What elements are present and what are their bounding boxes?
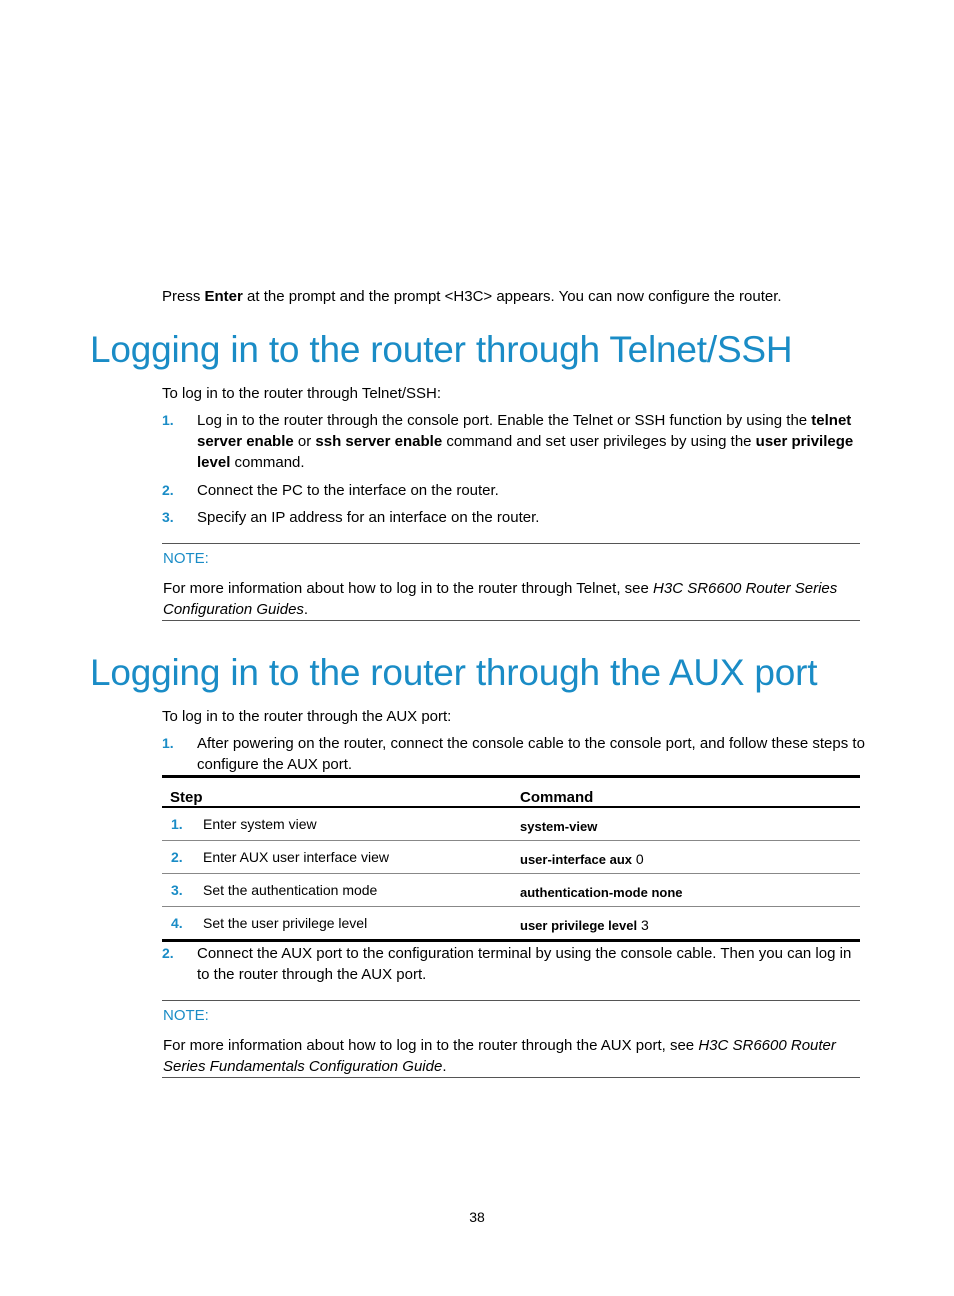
table-row: 4. Set the user privilege level user privilege level 3	[162, 907, 860, 941]
table-row: 2. Enter AUX user interface view user-interface aux 0	[162, 841, 860, 874]
note-top-rule	[162, 1000, 860, 1001]
table-header-row	[162, 777, 860, 808]
note-label: NOTE:	[163, 550, 209, 567]
section-title-telnet-ssh: Logging in to the router through Telnet/SSH	[90, 329, 793, 370]
section1-step-1: 1. Log in to the router through the console port. Enable the Telnet or SSH function by using the telnet server enable or ssh server enable command and set user privileges by using the user privilege level command.	[162, 410, 867, 473]
table-row: 1. Enter system view system-view	[171, 816, 598, 834]
section1-lead: To log in to the router through Telnet/SSH:	[162, 385, 442, 402]
note-text: For more information about how to log in to the router through the AUX port, see H3C SR6600 Router Series Fundamentals Configuration Guide.	[163, 1037, 836, 1075]
doc-reference: H3C SR6600 Router Series Configuration Guides	[163, 580, 838, 618]
column-header-command: Command	[510, 777, 860, 808]
note-text: For more information about how to log in to the router through Telnet, see H3C SR6600 Router Series Configuration Guides.	[163, 580, 838, 618]
intro-paragraph: Press Enter at the prompt and the prompt <H3C> appears. You can now configure the router.	[162, 288, 782, 305]
section1-step-3: 3. Specify an IP address for an interface on the router.	[162, 509, 540, 526]
section2-step-1: 1. After powering on the router, connect the console cable to the console port, and follow these steps to configure the AUX port.	[162, 735, 865, 773]
section2-step-2: 2. Connect the AUX port to the configuration terminal by using the console cable. Then you can log in to the router through the AUX port.	[162, 945, 852, 983]
enter-key: Enter	[204, 288, 243, 305]
doc-reference: H3C SR6600 Router Series Fundamentals Configuration Guide	[163, 1037, 836, 1075]
page-number: 38	[469, 1209, 485, 1225]
note-bottom-rule	[162, 620, 860, 621]
section1-step-1-text: Log in to the router through the console port. Enable the Telnet or SSH function by using the telnet server enable or ssh server enable command and set user privileges by using the user privilege level command.	[197, 412, 854, 471]
note-label: NOTE:	[163, 1007, 209, 1024]
aux-config-table	[162, 775, 860, 942]
section1-step-2: 2. Connect the PC to the interface on the router.	[162, 482, 499, 499]
table-row: 3. Set the authentication mode authentication-mode none	[162, 874, 860, 907]
section2-lead: To log in to the router through the AUX port:	[162, 708, 452, 725]
column-header-step: Step	[162, 777, 510, 808]
note-bottom-rule	[162, 1077, 860, 1078]
section-title-aux-port: Logging in to the router through the AUX port	[90, 652, 818, 693]
note-top-rule	[162, 543, 860, 544]
